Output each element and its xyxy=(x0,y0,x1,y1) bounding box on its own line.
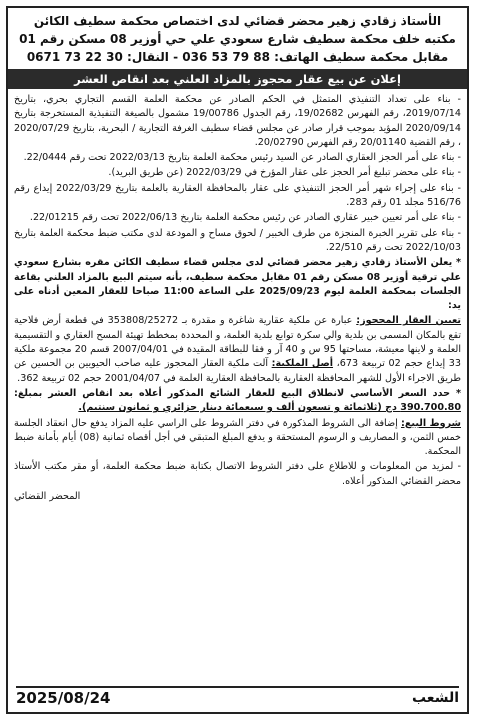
phone-number: 036 53 79 88 xyxy=(182,50,270,64)
paragraph-5: - بناء على أمر تعيين خبير عقاري الصادر عن رئيس محكمة العلمة بتاريخ 2022/06/13 تحت رقم 22/01215. xyxy=(29,212,461,224)
price-label: * حدد السعر الأساسي لانطلاق البيع للعقار الشائع المذكور أعلاه بعد انقاص العشر بمبلغ: xyxy=(14,387,461,399)
paragraph-2: - بناء على أمر الحجز العقاري الصادر عن السيد رئيس محكمة العلمة بتاريخ 2022/03/13 تحت رقم 22/0444. xyxy=(23,152,461,164)
header-line-1: الأستاذ زقادي زهير محضر قضائي لدى اختصاص محكمة سطيف الكائن xyxy=(33,14,442,28)
paragraph-1: - بناء على تعداد التنفيذي المتمثل في الحكم الصادر عن محكمة العلمة القسم التجاري بحري، بتاريخ 2019/07/14، رقم الفهرس 19/02682، رقم الجدول 19/00786 مشمول بالصيغة التنفيذية المستخرجة بتاريخ 2020/09/14 المؤيد بموجب قرار صادر عن مجلس قضاء سطيف الغرفة التجارية / البحرية، بتاريخ 2020/07/29 ، رقم القضية 20/01140 رقم الفهرس 20/02790. xyxy=(14,94,461,148)
mobile-number: 0671 73 22 30 xyxy=(26,50,123,64)
conditions-section xyxy=(14,417,461,460)
paragraph-4: - بناء على إجراء شهر أمر الحجز التنفيذي على عقار بالمحافظة العقارية بالعلمة بتاريخ 2022/03/29 إيداع رقم 516/76 مجلد 01 رقم 283. xyxy=(14,182,462,209)
bailiff-header xyxy=(14,12,461,66)
newspaper-name: الشعب xyxy=(411,690,459,706)
info-text: - لمزيد من المعلومات و للاطلاع على دفتر الشروط الاتصال بكتابة ضبط محكمة العلمة، أو مقر مكتب الأستاذ محضر القضائي المذكور أعلاه. xyxy=(14,461,461,487)
header-line-2: مكتبه خلف محكمة سطيف شارع سعودي علي حي أوزير 08 مسكن رقم 01 xyxy=(19,32,456,46)
mobile-label: النقال: xyxy=(127,50,169,64)
property-description xyxy=(14,314,461,385)
main-notice: * يعلن الأستاذ زقادي زهير محضر قضائي لدى مجلس قضاء سطيف الكائن مقره بشارع سعودي علي ترقية أوزير 08 مسكن رقم 01 مقابل محكمة سطيف، بأنه سيتم البيع بالمزاد العلني بقاعة الجلسات بمحكمة العلمة ليوم 2025/09/23 على الساعة 11:00 صباحا للعقار المعين أدناه على يد: xyxy=(14,257,462,312)
paragraph-6: - بناء على تقرير الخبرة المنجزة من طرف الخبير / لحوق مساح و المودعة لدى مكتب ضبط محكمة العلمة بتاريخ 2022/10/03 تحت رقم 22/510. xyxy=(14,227,461,253)
newspaper-footer xyxy=(16,686,459,708)
phone-label: مقابل محكمة سطيف الهاتف: xyxy=(274,50,449,64)
announcement-title: إعلان عن بيع عقار محجوز بالمزاد العلني بعد انقاص العشر xyxy=(8,69,467,89)
price-value: 390.700.80 دج (ثلاثمائة و تسعون ألف و سبعمائة دينار جزائري و ثمانون سنتيم). xyxy=(78,402,461,414)
publication-date: 2025/08/24 xyxy=(16,689,111,707)
ownership-label: أصل الملكية: xyxy=(271,358,334,370)
property-text: عبارة عن ملكية عقارية شاغرة و مقدرة بـ 353808/25272 في قطعة أرض فلاحية تقع بالمكان المسمى بن بلدية والي سكرة توابع بلدية العلمة، و المحددة بمخطط تهيئة المسح العقاري و التقسيمية العلمة و لاينها معيشة، مساحتها 95 س و 40 آر و فقا للبطاقة المقيدة في 2007/04/01 قسم 20 مجموعة ملكية 33 إيداع حجم 02 تربيعة 673، xyxy=(14,315,461,370)
paragraph-3: - بناء على محضر تبليغ أمر الحجز على عقار المؤرخ في 2022/03/29 (عن طريق البريد). xyxy=(108,167,461,179)
price-section xyxy=(14,387,461,416)
conditions-text: إضافة الى الشروط المذكورة في دفتر الشروط على الراسي عليه المزاد يدفع حال انعقاد الجلسة خمس الثمن، و المصاريف و الرسوم المستحقة و يدفع المبلغ المتبقي في أجل أقصاه ثمانية (08) أيام بأمانة ضبط المحكمة. xyxy=(14,417,461,458)
legal-notice xyxy=(6,6,469,714)
header-line-3: مقابل محكمة سطيف الهاتف: 036 53 79 88 - النقال: 0671 73 22 30 xyxy=(26,50,449,64)
signature: المحضر القضائي xyxy=(14,491,81,503)
property-label: تعيين العقار المحجوز: xyxy=(356,315,462,327)
conditions-label: شروط البيع: xyxy=(401,417,461,429)
ownership-text: آلت ملكية العقار المحجوز عليه صاحب الحيويين بن الحسين عن طريق الاجراء الأول للشهر المحافظة العقارية بالمحافظة العقارية العلمة في 2001/04/07 حجم 02 تربيعة 362. xyxy=(14,358,461,384)
